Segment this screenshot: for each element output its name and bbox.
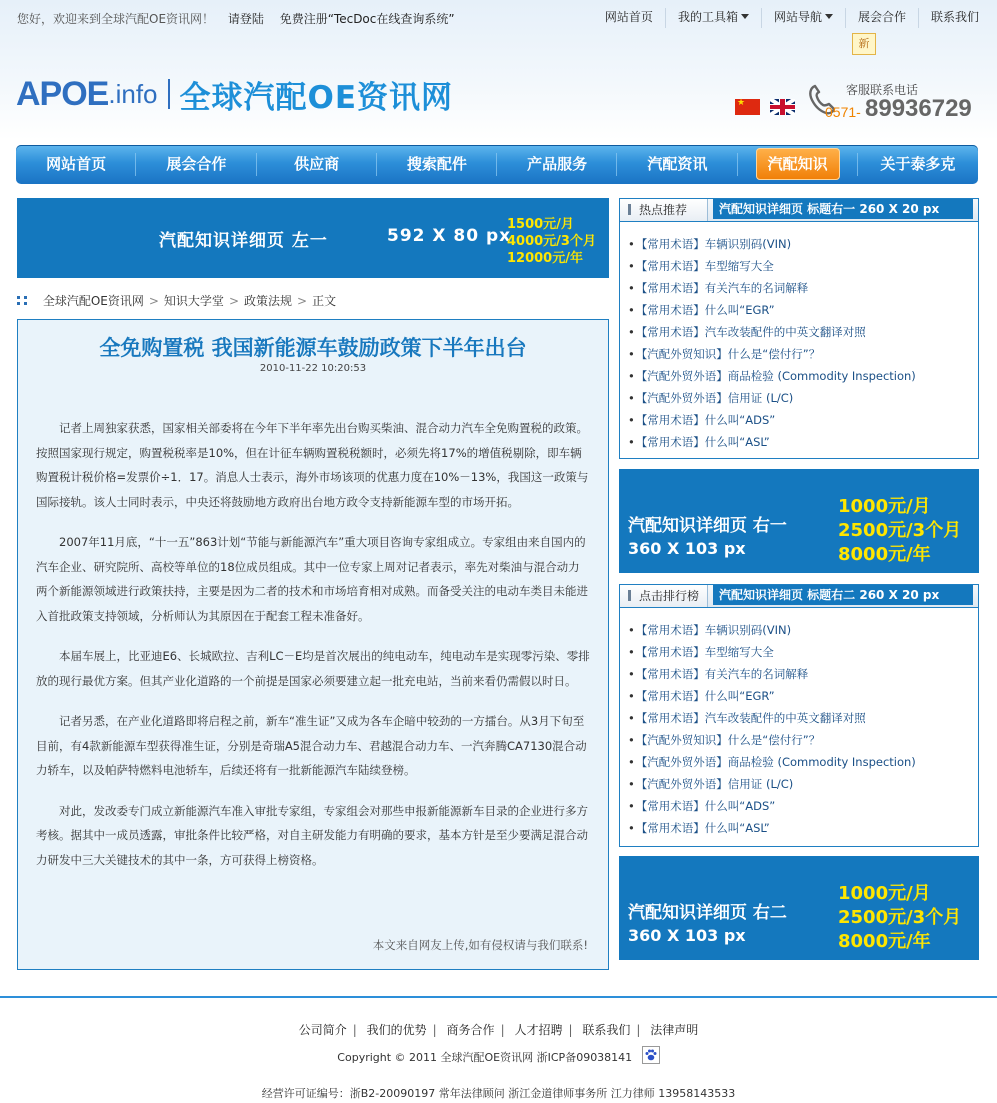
login-link[interactable]: 请登陆 (227, 12, 264, 26)
ad-left-price: 12000元/年 (507, 251, 583, 266)
hot-box-list (620, 222, 978, 453)
list-item[interactable]: • 【常用术语】车辆识别码(VIN) (628, 619, 978, 641)
list-item[interactable]: • 【常用术语】什么叫“EGR” (628, 299, 978, 321)
footer-link-contact[interactable]: 联系我们 (582, 1023, 631, 1037)
new-badge: 新 (852, 33, 876, 55)
ad-left-price: 1500元/月 (507, 217, 574, 232)
rank-box-list (620, 608, 978, 839)
list-item[interactable]: • 【常用术语】车型缩写大全 (628, 255, 978, 277)
tab-hot-recommend[interactable]: 热点推荐 (620, 199, 708, 221)
footer-link-business[interactable]: 商务合作 (446, 1023, 495, 1037)
copyright-text: Copyright © 2011 全球汽配OE资讯网 浙ICP备09038141 (337, 1051, 633, 1064)
tab-click-ranking[interactable]: 点击排行榜 (620, 585, 708, 607)
ad-right1-price: 1000元/月 (838, 496, 931, 517)
breadcrumb: 全球汽配OE资讯网 > 知识大学堂 > 政策法规 > 正文 (17, 292, 609, 310)
list-item[interactable]: • 【常用术语】汽车改装配件的中英文翻译对照 (628, 321, 978, 343)
chevron-down-icon (825, 14, 833, 19)
top-nav-sitemap[interactable]: 网站导航 (762, 8, 846, 28)
chevron-down-icon (741, 14, 749, 19)
main-nav (16, 145, 978, 184)
ad-right2-price: 8000元/年 (838, 931, 931, 952)
list-item[interactable]: • 【常用术语】汽车改装配件的中英文翻译对照 (628, 707, 978, 729)
breadcrumb-knowledge[interactable]: 知识大学堂 (163, 294, 224, 308)
ad-banner-right-2[interactable] (619, 856, 979, 960)
ad-banner-left[interactable] (17, 198, 609, 278)
china-flag-icon[interactable]: ★ (735, 99, 760, 115)
hot-box-ad-banner[interactable]: 汽配知识详细页 标题右一 260 X 20 px (713, 199, 973, 219)
hot-recommend-box (619, 198, 979, 459)
article-paragraph: 2007年11月底，“十一五”863计划“节能与新能源汽车”重大项目咨询专家组成立。专家组由来自国内的汽车企业、研究院所、高校等单位的18位成员组成。其中一位专家上周对记者表示，率先对柴油与混合动力两个新能源领域进行政策扶持，主要是因为二者的技术和市场培育相对成熟。而备受关注的电动车类目未能进入首批政策支持领域，分析师认为其原因在于配套工程未准备好。 (36, 535, 588, 623)
list-item[interactable]: • 【常用术语】什么叫“ASL” (628, 817, 978, 839)
list-item[interactable]: • 【汽配外贸外语】商品检验 (Commodity Inspection) (628, 365, 978, 387)
footer-link-legal[interactable]: 法律声明 (650, 1023, 699, 1037)
ad-right2-title: 汽配知识详细页 右二 (628, 903, 787, 923)
article-panel (17, 319, 609, 970)
breadcrumb-current: 正文 (312, 294, 337, 308)
ad-left-size: 592 X 80 px (387, 226, 512, 246)
baidu-paw-icon[interactable] (642, 1046, 660, 1064)
list-item[interactable]: • 【汽配外贸外语】信用证 (L/C) (628, 773, 978, 795)
top-welcome-area (17, 10, 455, 27)
article-body (36, 416, 590, 888)
list-item[interactable]: • 【汽配外贸知识】什么是“偿付行”？ (628, 343, 978, 365)
footer-divider (0, 996, 997, 998)
footer-link-advantages[interactable]: 我们的优势 (366, 1023, 427, 1037)
list-item[interactable]: • 【常用术语】车辆识别码(VIN) (628, 233, 978, 255)
ad-right2-prices (838, 882, 961, 954)
uk-flag-icon[interactable] (770, 99, 795, 115)
article-paragraph: 本届车展上，比亚迪E6、长城欧拉、吉利LC－E均是首次展出的纯电动车，纯电动车是实现零污染、零排放的现行最优方案。但其产业化道路的一个前提是国家必须要建立起一批充电站，当前来看仍需假以时日。 (36, 649, 590, 688)
nav-knowledge[interactable]: 汽配知识 (738, 145, 858, 184)
footer-link-jobs[interactable]: 人才招聘 (514, 1023, 563, 1037)
list-item[interactable]: • 【常用术语】什么叫“ADS” (628, 795, 978, 817)
top-nav-contact[interactable]: 联系我们 (930, 10, 979, 24)
breadcrumb-dots-icon (17, 296, 29, 306)
nav-product-service[interactable]: 产品服务 (497, 145, 617, 184)
list-item[interactable]: • 【汽配外贸外语】信用证 (L/C) (628, 387, 978, 409)
nav-exhibition[interactable]: 展会合作 (136, 145, 256, 184)
copyright-line (0, 1046, 997, 1065)
article-title: 全免购置税 我国新能源车鼓励政策下半年出台 (99, 336, 527, 360)
article-paragraph: 记者上周独家获悉，国家相关部委将在今年下半年率先出台购买柴油、混合动力汽车全免购置税的政策。按照国家现行规定，购置税税率是10%，但在计征车辆购置税税额时，必须先将17%的增值税剔除，即车辆购置税计税价格=发票价÷1．17。消息人士表示，海外市场该项的优惠力度在10%－13%，我国这一政策与国际接轨。该人士同时表示，中央还将鼓励地方政府出台地方政令支持新能源车型的市场开拓。 (36, 421, 589, 509)
footer-link-about[interactable]: 公司简介 (298, 1023, 347, 1037)
ad-left-prices (507, 216, 596, 267)
list-item[interactable]: • 【常用术语】有关汽车的名词解释 (628, 663, 978, 685)
top-nav-toolbox[interactable]: 我的工具箱 (666, 8, 762, 28)
footer-links: 公司简介 | 我们的优势 | 商务合作 | 人才招聘 | 联系我们 | 法律声明 (0, 1021, 997, 1038)
nav-home[interactable]: 网站首页 (16, 145, 136, 184)
list-item[interactable]: • 【常用术语】车型缩写大全 (628, 641, 978, 663)
nav-search-parts[interactable]: 搜索配件 (377, 145, 497, 184)
ad-right1-price: 8000元/年 (838, 544, 931, 565)
ad-left-price: 4000元/3个月 (507, 234, 596, 249)
rank-box-ad-banner[interactable]: 汽配知识详细页 标题右二 260 X 20 px (713, 585, 973, 605)
top-bar (0, 0, 997, 34)
list-item[interactable]: • 【汽配外贸外语】商品检验 (Commodity Inspection) (628, 751, 978, 773)
top-nav-home[interactable]: 网站首页 (593, 8, 666, 28)
hotline-area-code: 0571- (825, 104, 861, 120)
rank-box-header (620, 585, 978, 608)
logo-divider (168, 79, 170, 109)
click-ranking-box (619, 584, 979, 847)
list-item[interactable]: • 【常用术语】什么叫“ASL” (628, 431, 978, 453)
nav-news[interactable]: 汽配资讯 (617, 145, 737, 184)
ad-banner-right-1[interactable] (619, 469, 979, 573)
ad-right1-prices (838, 495, 961, 567)
article-paragraph: 对此，发改委专门成立新能源汽车准入审批专家组，专家组会对那些申报新能源新车目录的企业进行多方考核。据其中一成员透露，审批条件比较严格，对自主研发能力有明确的要求，基本方针是至少要满足混合动力研发中三大关键技术的其中一条，方可获得上榜资格。 (36, 803, 588, 867)
ad-right2-size: 360 X 103 px (628, 926, 746, 945)
logo-cn: 全球汽配OE资讯网 (179, 79, 454, 116)
list-item[interactable]: • 【常用术语】有关汽车的名词解释 (628, 277, 978, 299)
article-paragraph: 记者另悉，在产业化道路即将启程之前，新车“准生证”又成为各车企暗中较劲的一方擂台。从3月下旬至目前，有4款新能源车型获得准生证，分别是奇瑞A5混合动力车、君越混合动力车、一汽奔腾CA7130混合动力轿车，以及帕萨特燃料电池轿车，后续还将有一批新能源汽车陆续登榜。 (36, 714, 587, 777)
hotline-number: 89936729 (865, 95, 972, 122)
ad-right1-title: 汽配知识详细页 右一 (628, 516, 787, 536)
list-item[interactable]: • 【常用术语】什么叫“EGR” (628, 685, 978, 707)
ad-left-title: 汽配知识详细页 左一 (159, 231, 328, 251)
breadcrumb-home[interactable]: 全球汽配OE资讯网 (42, 294, 144, 308)
hot-box-header (620, 199, 978, 222)
top-nav-exhibition[interactable]: 展会合作 (846, 8, 919, 28)
ad-right1-price: 2500元/3个月 (838, 520, 962, 541)
logo-en-suffix: .info (108, 78, 158, 109)
register-link[interactable]: 免费注册“TecDoc在线查询系统” (279, 12, 455, 26)
article-source-note: 本文来自网友上传,如有侵权请与我们联系! (372, 938, 588, 952)
breadcrumb-policy[interactable]: 政策法规 (244, 294, 293, 308)
site-logo[interactable] (16, 74, 453, 114)
list-item[interactable]: • 【常用术语】什么叫“ADS” (628, 409, 978, 431)
license-line: 经营许可证编号：浙B2-20090197 常年法律顾问 浙江金道律师事务所 江力律师 13958143533 (261, 1087, 736, 1100)
welcome-text: 您好，欢迎来到全球汽配OE资讯网！ (17, 12, 215, 26)
ad-right2-price: 1000元/月 (838, 883, 931, 904)
list-item[interactable]: • 【汽配外贸知识】什么是“偿付行”？ (628, 729, 978, 751)
ad-right1-size: 360 X 103 px (628, 539, 746, 558)
logo-en-main: APOE (16, 74, 109, 113)
top-nav (593, 8, 979, 28)
nav-about[interactable]: 关于泰多克 (880, 155, 956, 173)
article-date: 2010-11-22 10:20:53 (259, 363, 367, 374)
ad-right2-price: 2500元/3个月 (838, 907, 962, 928)
nav-suppliers[interactable]: 供应商 (257, 145, 377, 184)
hotline-label: 客服联系电话 (846, 83, 919, 97)
